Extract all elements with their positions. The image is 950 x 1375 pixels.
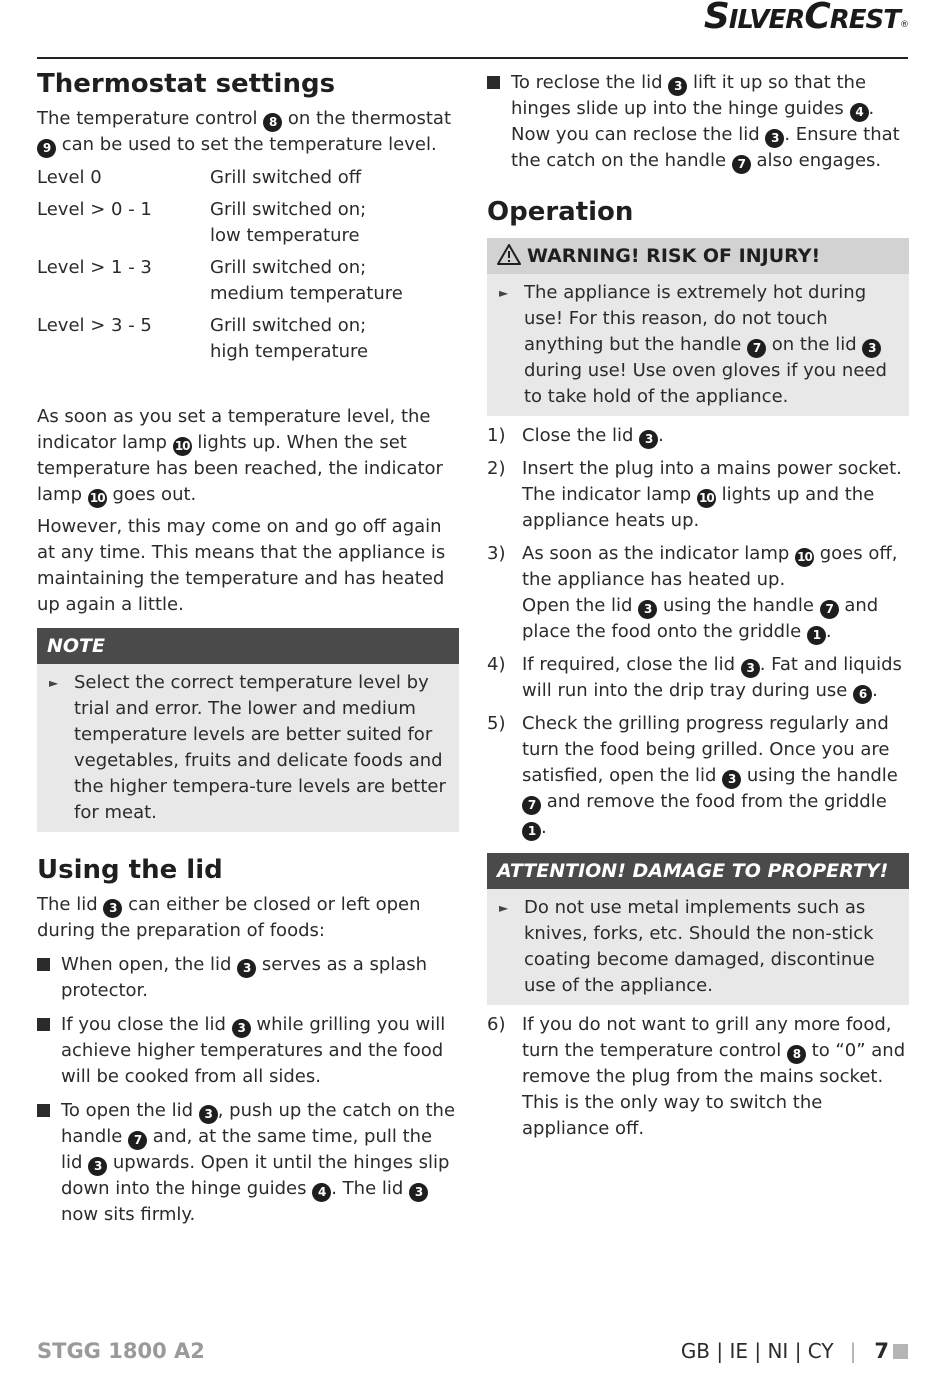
level-desc-line: Grill switched on; <box>210 199 367 220</box>
level-desc <box>210 310 403 368</box>
square-bullet-icon <box>37 958 50 971</box>
level-desc-line: Grill switched on; <box>210 257 367 278</box>
level-desc-line: Grill switched on; <box>210 315 367 336</box>
text: while grilling you will achieve higher temperatures and the food will be cooked from all sides. <box>61 1014 446 1087</box>
part-number-icon: 3 <box>722 770 741 789</box>
text: . Now you can reclose the lid <box>511 98 875 145</box>
note-title: NOTE <box>37 628 459 664</box>
text: lift it up so that the hinges slide up into the hinge guides <box>511 72 867 119</box>
lid-intro <box>37 892 459 944</box>
text: during use! Use oven gloves if you need to take hold of the appliance. <box>524 360 887 407</box>
warning-body <box>487 274 909 416</box>
square-bullet-icon <box>37 1104 50 1117</box>
level-desc <box>210 162 403 194</box>
text: goes off, the appliance has heated up. <box>522 543 898 590</box>
part-number-icon: 7 <box>128 1131 147 1150</box>
registered-mark: ® <box>900 20 908 30</box>
footer-right <box>681 1338 908 1364</box>
attention-item <box>497 895 899 999</box>
level-table <box>37 162 403 368</box>
thermostat-intro <box>37 106 459 158</box>
section-title-operation: Operation <box>487 197 634 227</box>
warning-header <box>487 238 909 274</box>
text: As soon as you set a temperature level, the indicator lamp <box>37 406 431 453</box>
text: on the thermostat <box>282 108 452 129</box>
level-label: Level 0 <box>37 167 102 188</box>
level-desc <box>210 252 403 310</box>
text: The appliance is extremely hot during use! For this reason, do not touch anything but the handle <box>524 282 867 355</box>
level-row <box>37 252 403 310</box>
text: also engages. <box>750 150 882 171</box>
text: The temperature control <box>37 108 264 129</box>
square-bullet-icon <box>37 1018 50 1031</box>
note-item <box>47 670 449 826</box>
brand-part: ILVER <box>728 5 805 35</box>
text: If you do not want to grill any more food, turn the temperature control <box>522 1014 892 1061</box>
part-number-icon: 3 <box>237 959 256 978</box>
indicator-paragraph <box>37 404 459 508</box>
warning-item <box>497 280 899 410</box>
part-number-icon: 10 <box>795 548 814 567</box>
text: serves as a splash protector. <box>61 954 428 1001</box>
step-text <box>522 456 909 534</box>
part-number-icon: 10 <box>173 437 192 456</box>
text: To open the lid <box>61 1100 199 1121</box>
list-item-text <box>511 70 909 174</box>
part-number-icon: 1 <box>807 626 826 645</box>
part-number-icon: 4 <box>312 1183 331 1202</box>
step-text <box>522 711 909 841</box>
footer-separator: | <box>849 1339 857 1363</box>
text: The lid <box>37 894 104 915</box>
text: Open the lid <box>522 595 639 616</box>
text: using the handle <box>741 765 898 786</box>
list-item <box>37 1012 459 1090</box>
section-title-thermostat: Thermostat settings <box>37 69 336 99</box>
text: . <box>825 621 832 642</box>
step-number: 5) <box>487 713 506 734</box>
level-label: Level > 3 - 5 <box>37 315 152 336</box>
step-item <box>487 541 909 645</box>
text: to “0” and remove the plug from the mains socket. This is the only way to switch the appliance off. <box>522 1040 906 1139</box>
page-number: 7 <box>874 1339 889 1363</box>
attention-text: Do not use metal implements such as knives, forks, etc. Should the non-stick coating become damaged, discontinue use of the appliance. <box>524 897 875 996</box>
note-text: Select the correct temperature level by trial and error. The lower and medium temperature levels are better suited for vegetables, fruits and delicate foods and the higher tempera-ture levels are better for meat. <box>74 672 446 823</box>
level-row <box>37 162 403 194</box>
step-text <box>522 1012 909 1142</box>
part-number-icon: 3 <box>103 899 122 918</box>
level-desc-line: high temperature <box>210 341 369 362</box>
text: Check the grilling progress regularly and turn the food being grilled. Once you are satisfied, open the lid <box>522 713 890 786</box>
list-item-text <box>61 952 459 1004</box>
part-number-icon: 7 <box>747 339 766 358</box>
attention-box <box>487 853 909 1005</box>
part-number-icon: 3 <box>638 600 657 619</box>
text: . Fat and liquids will run into the drip tray during use <box>522 654 902 701</box>
part-number-icon: 7 <box>732 155 751 174</box>
text: using the handle <box>657 595 820 616</box>
text: Insert the plug into a mains power socket. The indicator lamp <box>522 458 902 505</box>
text: goes out. <box>106 484 197 505</box>
step-number: 4) <box>487 654 506 675</box>
step-item <box>487 1012 909 1142</box>
list-item-text <box>61 1098 459 1228</box>
part-number-icon: 8 <box>263 113 282 132</box>
text: Close the lid <box>522 425 640 446</box>
text: . <box>658 425 664 446</box>
step-item <box>487 652 909 704</box>
section-title-lid: Using the lid <box>37 855 223 885</box>
part-number-icon: 3 <box>741 659 760 678</box>
part-number-icon: 3 <box>765 129 784 148</box>
step-text <box>522 541 909 645</box>
text: and place the food onto the griddle <box>522 595 879 642</box>
level-desc <box>210 194 403 252</box>
part-number-icon: 3 <box>88 1157 107 1176</box>
part-number-icon: 3 <box>668 77 687 96</box>
arrow-right-icon: ► <box>499 286 509 300</box>
part-number-icon: 3 <box>409 1183 428 1202</box>
warning-title: WARNING! RISK OF INJURY! <box>527 245 821 267</box>
part-number-icon: 6 <box>853 685 872 704</box>
text: and, at the same time, pull the lid <box>61 1126 433 1173</box>
text: can either be closed or left open during the preparation of foods: <box>37 894 421 941</box>
warning-triangle-icon <box>497 244 521 265</box>
step-number: 6) <box>487 1014 506 1035</box>
step-text <box>522 423 664 449</box>
part-number-icon: 1 <box>522 822 541 841</box>
step-item <box>487 456 909 534</box>
brand-letter: C <box>804 0 830 37</box>
attention-title: ATTENTION! DAMAGE TO PROPERTY! <box>487 853 909 889</box>
text: As soon as the indicator lamp <box>522 543 796 564</box>
arrow-right-icon: ► <box>49 676 59 690</box>
note-body <box>37 664 459 832</box>
text: . <box>872 680 878 701</box>
list-item-text <box>61 1012 459 1090</box>
header-rule <box>37 57 908 59</box>
text: When open, the lid <box>61 954 238 975</box>
list-item <box>37 952 459 1004</box>
brand-letter: S <box>703 0 729 37</box>
step-item <box>487 711 909 841</box>
level-desc-line: Grill switched off <box>210 167 362 188</box>
list-item <box>37 1098 459 1228</box>
text: now sits firmly. <box>61 1204 196 1225</box>
text: To reclose the lid <box>511 72 669 93</box>
square-bullet-icon <box>487 76 500 89</box>
step-number: 3) <box>487 543 506 564</box>
brand-part: REST <box>829 5 900 35</box>
attention-body <box>487 889 909 1005</box>
page-marker-icon <box>893 1344 908 1359</box>
warning-box <box>487 238 909 416</box>
part-number-icon: 3 <box>862 339 881 358</box>
part-number-icon: 3 <box>639 430 658 449</box>
text: upwards. Open it until the hinges slip down into the hinge guides <box>61 1152 450 1199</box>
part-number-icon: 3 <box>199 1105 218 1124</box>
level-row <box>37 310 403 368</box>
step-number: 2) <box>487 458 506 479</box>
part-number-icon: 8 <box>787 1045 806 1064</box>
text: and remove the food from the griddle <box>541 791 887 812</box>
part-number-icon: 3 <box>232 1019 251 1038</box>
text: lights up and the appliance heats up. <box>522 484 875 531</box>
level-desc-line: medium temperature <box>210 283 403 304</box>
text: . Ensure that the catch on the handle <box>511 124 900 171</box>
level-desc-line: low temperature <box>210 225 360 246</box>
part-number-icon: 10 <box>697 489 716 508</box>
footer-countries: GB | IE | NI | CY <box>680 1339 834 1363</box>
note-box <box>37 628 459 832</box>
text: on the lid <box>766 334 863 355</box>
text: If you close the lid <box>61 1014 232 1035</box>
left-column <box>37 66 459 1228</box>
text: lights up. When the set temperature has been reached, the indicator lamp <box>37 432 443 505</box>
text: , push up the catch on the handle <box>61 1100 456 1147</box>
brand-logo <box>703 0 908 37</box>
right-column <box>487 70 909 1142</box>
text: If required, close the lid <box>522 654 741 675</box>
step-number: 1) <box>487 425 506 446</box>
part-number-icon: 4 <box>850 103 869 122</box>
step-text <box>522 652 909 704</box>
part-number-icon: 7 <box>820 600 839 619</box>
text: . The lid <box>331 1178 410 1199</box>
level-label: Level > 0 - 1 <box>37 199 152 220</box>
part-number-icon: 9 <box>37 139 56 158</box>
list-item <box>487 70 909 174</box>
part-number-icon: 7 <box>522 796 541 815</box>
part-number-icon: 10 <box>88 489 107 508</box>
warning-text <box>524 280 899 410</box>
text: can be used to set the temperature level. <box>56 134 437 155</box>
footer-model: STGG 1800 A2 <box>37 1339 205 1363</box>
arrow-right-icon: ► <box>499 901 509 915</box>
text: . <box>541 817 547 838</box>
level-label: Level > 1 - 3 <box>37 257 152 278</box>
step-item <box>487 423 909 449</box>
level-row <box>37 194 403 252</box>
maintain-paragraph: However, this may come on and go off again at any time. This means that the appliance is maintaining the temperature and has heated up again a little. <box>37 516 446 615</box>
